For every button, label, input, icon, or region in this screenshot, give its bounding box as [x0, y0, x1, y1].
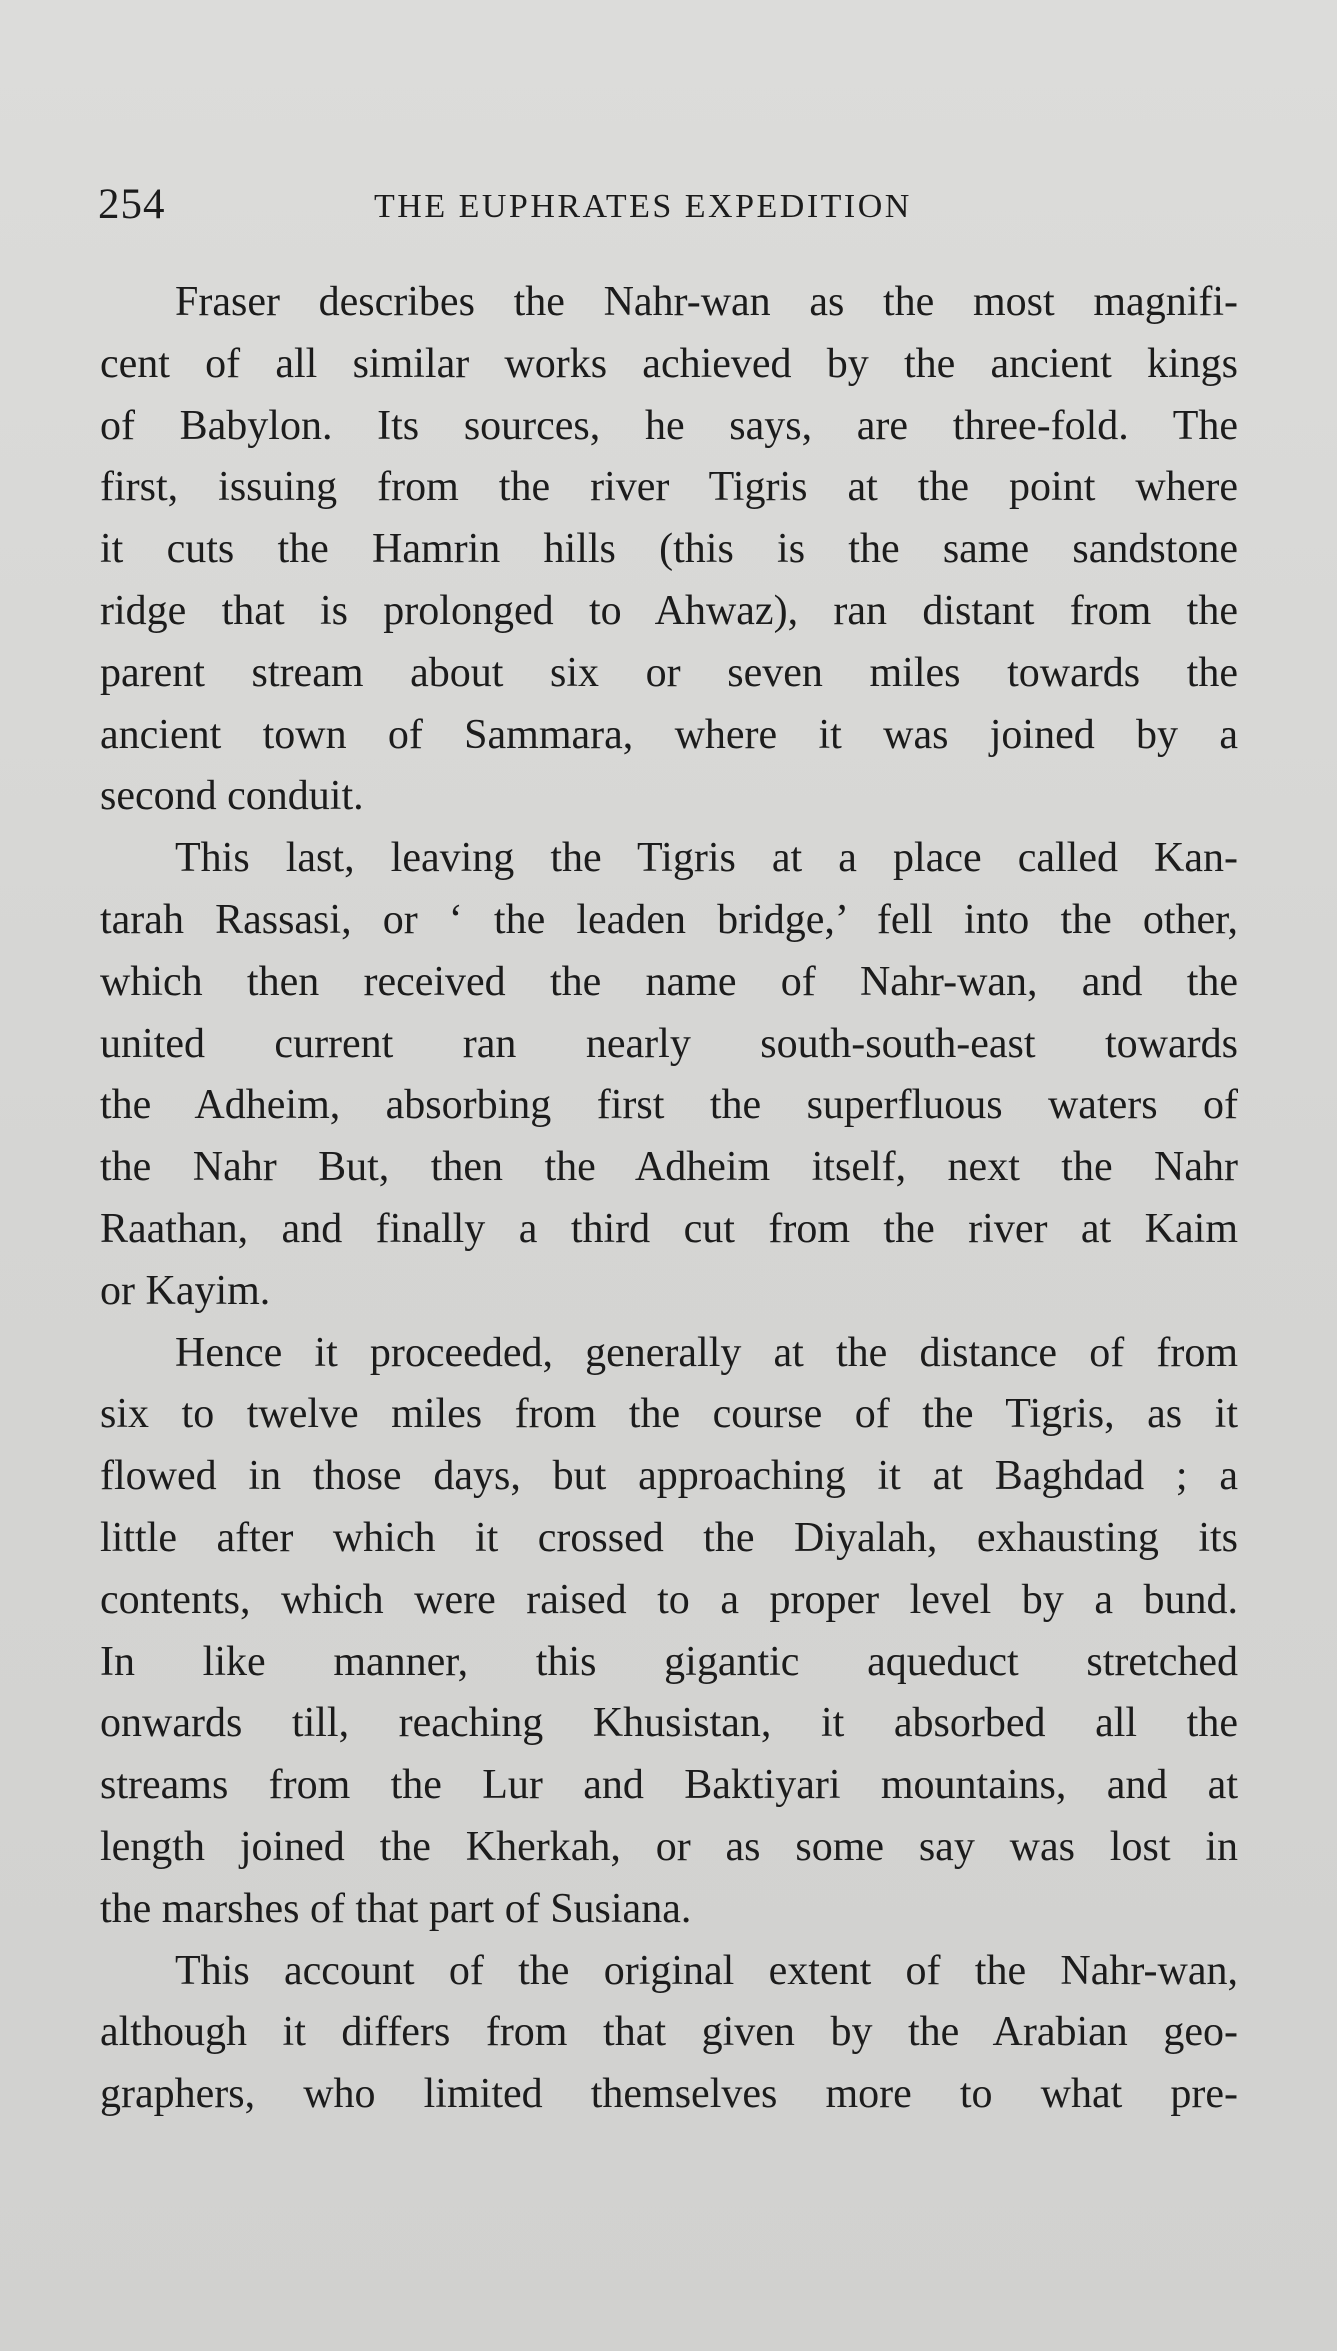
paragraph	[100, 1941, 1238, 2126]
text-line: This last, leaving the Tigris at a place called Kan-	[175, 835, 1238, 882]
paragraph	[100, 272, 1238, 828]
paragraph	[100, 1323, 1238, 1941]
text-line: six to twelve miles from the course of the Tigris, as it	[100, 1391, 1238, 1438]
text-line: graphers, who limited themselves more to what pre-	[100, 2071, 1238, 2118]
text-line: of Babylon. Its sources, he says, are three-fold. The	[100, 402, 1238, 449]
page-number: 254	[98, 181, 166, 228]
text-line: second conduit.	[100, 773, 364, 820]
text-line: or Kayim.	[100, 1267, 271, 1314]
text-line: it cuts the Hamrin hills (this is the same sandstone	[100, 526, 1238, 573]
text-line: Hence it proceeded, generally at the distance of from	[175, 1329, 1238, 1376]
text-line: tarah Rassasi, or ‘ the leaden bridge,’ fell into the other,	[100, 896, 1238, 943]
text-line: united current ran nearly south-south-east towards	[100, 1020, 1238, 1067]
text-line: although it differs from that given by the Arabian geo-	[100, 2009, 1238, 2056]
text-line: flowed in those days, but approaching it at Baghdad ; a	[100, 1453, 1238, 1500]
page-header	[98, 180, 1238, 240]
text-line: onwards till, reaching Khusistan, it absorbed all the	[100, 1700, 1238, 1747]
text-line: Raathan, and finally a third cut from the river at Kaim	[100, 1205, 1238, 1252]
text-line: parent stream about six or seven miles towards the	[100, 649, 1238, 696]
text-line: contents, which were raised to a proper level by a bund.	[100, 1576, 1238, 1623]
text-line: ancient town of Sammara, where it was joined by a	[100, 711, 1238, 758]
text-line: This account of the original extent of the Nahr-wan,	[175, 1947, 1238, 1994]
text-line: which then received the name of Nahr-wan, and the	[100, 958, 1238, 1005]
text-line: the Adheim, absorbing first the superfluous waters of	[100, 1082, 1238, 1129]
text-line: Fraser describes the Nahr-wan as the most magnifi-	[175, 279, 1238, 325]
text-line: the Nahr But, then the Adheim itself, next the Nahr	[100, 1144, 1238, 1191]
text-line: length joined the Kherkah, or as some say was lost in	[100, 1823, 1238, 1870]
text-line: the marshes of that part of Susiana.	[100, 1885, 692, 1932]
text-line: streams from the Lur and Baktiyari mountains, and at	[100, 1762, 1238, 1809]
text-line: In like manner, this gigantic aqueduct stretched	[100, 1638, 1238, 1685]
text-line: cent of all similar works achieved by the ancient kings	[100, 340, 1238, 387]
body-text	[100, 272, 1238, 2126]
text-line: ridge that is prolonged to Ahwaz), ran distant from the	[100, 587, 1238, 634]
running-title: THE EUPHRATES EXPEDITION	[374, 188, 912, 225]
text-line: first, issuing from the river Tigris at the point where	[100, 464, 1238, 511]
paragraph	[100, 828, 1238, 1322]
text-line: little after which it crossed the Diyalah, exhausting its	[100, 1514, 1238, 1561]
